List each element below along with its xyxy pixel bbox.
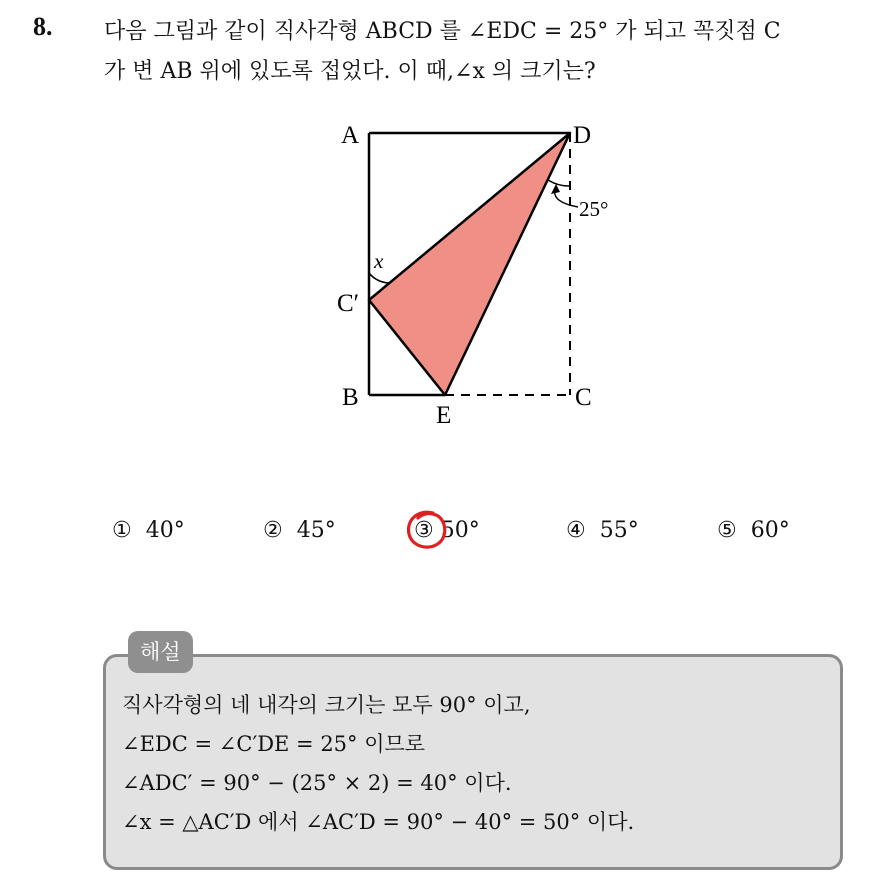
label-D: D bbox=[573, 122, 592, 149]
choice-2-value: 45° bbox=[296, 518, 336, 543]
choice-4-mark: ④ bbox=[566, 518, 586, 543]
label-E: E bbox=[436, 402, 452, 429]
angle-25-arrowhead bbox=[551, 184, 560, 194]
question-number: 8. bbox=[33, 12, 53, 41]
solution-tag: 해설 bbox=[128, 631, 193, 673]
label-C: C bbox=[575, 384, 592, 411]
solution-line-1: 직사각형의 네 내각의 크기는 모두 90° 이고, bbox=[122, 693, 531, 717]
label-C-prime: C′ bbox=[337, 290, 360, 317]
choice-2[interactable] bbox=[263, 518, 336, 543]
choice-5-value: 60° bbox=[750, 518, 790, 543]
choice-1-value: 40° bbox=[145, 518, 185, 543]
choice-3-value: 50° bbox=[440, 518, 480, 543]
solution-line-4: ∠x = △AC′D 에서 ∠AC′D = 90° − 40° = 50° 이다. bbox=[122, 810, 635, 834]
choice-1-mark: ① bbox=[112, 518, 132, 543]
selected-answer-circle bbox=[403, 507, 449, 553]
solution-line-2: ∠EDC = ∠C′DE = 25° 이므로 bbox=[122, 732, 426, 756]
angle-25-arc bbox=[548, 180, 570, 186]
label-B: B bbox=[342, 384, 359, 411]
label-A: A bbox=[341, 122, 360, 149]
angle-x-arc bbox=[369, 273, 390, 283]
choice-4[interactable] bbox=[566, 518, 639, 543]
folded-triangle bbox=[369, 133, 570, 395]
label-angle-25: 25° bbox=[579, 197, 609, 221]
question-line-2: 가 변 AB 위에 있도록 접었다. 이 때,∠x 의 크기는? bbox=[104, 59, 596, 84]
choice-3-mark: ③ bbox=[414, 518, 434, 543]
choice-5-mark: ⑤ bbox=[717, 518, 737, 543]
choice-4-value: 55° bbox=[599, 518, 639, 543]
choice-5[interactable] bbox=[717, 518, 790, 543]
solution-text bbox=[122, 686, 634, 842]
solution-line-3: ∠ADC′ = 90° − (25° × 2) = 40° 이다. bbox=[122, 771, 512, 795]
question-line-1: 다음 그림과 같이 직사각형 ABCD 를 ∠EDC = 25° 가 되고 꼭짓점 C bbox=[104, 19, 781, 44]
choice-1[interactable] bbox=[112, 518, 185, 543]
choice-2-mark: ② bbox=[263, 518, 283, 543]
label-x: x bbox=[374, 249, 384, 273]
